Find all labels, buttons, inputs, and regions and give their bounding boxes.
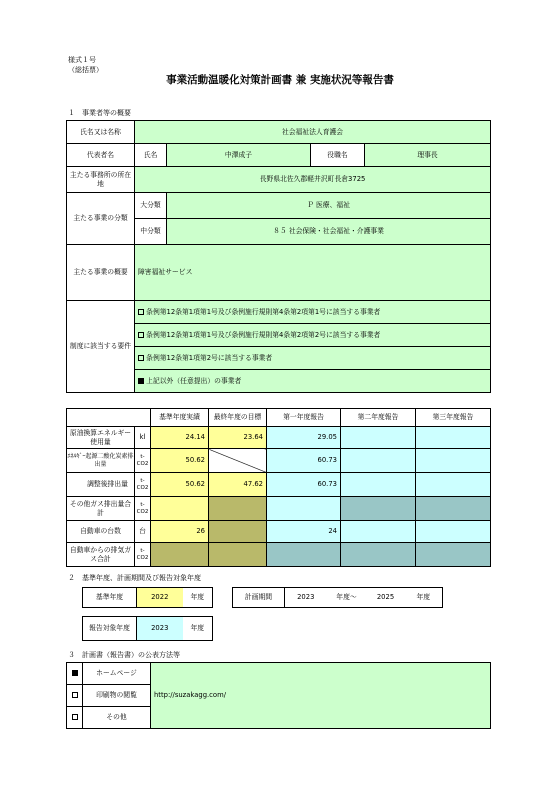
co2-target-na [209,449,267,473]
energy-target[interactable]: 23.64 [209,427,267,449]
other-gas-y1[interactable] [267,497,341,521]
requirement-item[interactable] [135,301,491,324]
other-gas-target [209,497,267,521]
vehicles-y1[interactable]: 24 [267,521,341,543]
section1-heading: １ 事業者等の概要 [68,109,131,117]
name-label: 氏名又は名称 [67,121,135,144]
checkbox-checked-icon[interactable] [138,378,144,384]
major-label: 大分類 [135,193,167,219]
adjusted-y2[interactable] [341,473,416,497]
plan-period-separator: 年度～ [327,588,367,608]
base-year-value[interactable]: 2022 [137,588,183,608]
row-label-co2: ｴﾈﾙｷﾞｰ起源二酸化炭素排出量 [67,449,135,473]
rep-name-label: 氏名 [135,144,167,167]
publication-url[interactable]: http://suzakagg.com/ [151,663,491,729]
energy-y2[interactable] [341,427,416,449]
checkbox-icon[interactable] [138,332,144,338]
vehicle-gas-y1 [267,543,341,567]
base-year-box [82,587,213,608]
co2-y2[interactable] [341,449,416,473]
other-gas-y3 [416,497,491,521]
vehicle-gas-y2 [341,543,416,567]
publication-checkbox[interactable] [67,663,83,685]
requirement-label: 制度に該当する要件 [67,301,135,393]
adjusted-y3[interactable] [416,473,491,497]
form-number: 様式１号 [68,56,96,64]
unit: t-CO2 [135,473,151,497]
office-value[interactable]: 長野県北佐久郡軽井沢町長倉3725 [135,167,491,193]
vehicle-gas-y3 [416,543,491,567]
page-title: 事業活動温暖化対策計画書 兼 実施状況等報告書 [166,74,394,86]
plan-period-label: 計画期間 [233,588,285,608]
vehicles-y3[interactable] [416,521,491,543]
vehicles-target [209,521,267,543]
row-label-other-gas: その他ガス排出量合計 [67,497,135,521]
unit: t-CO2 [135,543,151,567]
name-value[interactable]: 社会福祉法人育護会 [135,121,491,144]
col-header: 第一年度報告 [267,409,341,427]
checkbox-icon[interactable] [138,309,144,315]
form-kind: （総括票） [68,66,103,74]
profile-table [66,120,491,393]
unit: 台 [135,521,151,543]
middle-value[interactable]: ８５ 社会保険・社会福祉・介護事業 [167,219,491,245]
co2-y3[interactable] [416,449,491,473]
checkbox-icon[interactable] [138,355,144,361]
vehicles-base[interactable]: 26 [151,521,209,543]
publication-checkbox[interactable] [67,707,83,729]
overview-value[interactable]: 障害福祉サービス [135,245,491,301]
year-unit: 年度 [183,617,213,641]
publication-option-label: ホームページ [83,663,151,685]
rep-name-value[interactable]: 中澤成子 [167,144,311,167]
energy-y3[interactable] [416,427,491,449]
col-header: 基準年度実績 [151,409,209,427]
row-label-vehicles: 自動車の台数 [67,521,135,543]
checkbox-icon[interactable] [72,714,78,720]
report-year-value[interactable]: 2023 [137,617,183,641]
other-gas-base[interactable] [151,497,209,521]
row-label-vehicle-gas: 自動車からの排気ガス合計 [67,543,135,567]
middle-label: 中分類 [135,219,167,245]
report-year-box [82,616,213,641]
energy-base[interactable]: 24.14 [151,427,209,449]
row-label-adjusted: 調整後排出量 [67,473,135,497]
adjusted-base[interactable]: 50.62 [151,473,209,497]
adjusted-target[interactable]: 47.62 [209,473,267,497]
overview-label: 主たる事業の概要 [67,245,135,301]
col-header: 第三年度報告 [416,409,491,427]
vehicle-gas-target [209,543,267,567]
section3-heading: ３ 計画書（報告書）の公表方法等 [68,651,180,659]
requirement-text: 条例第12条第1項第1号及び条例施行規則第4条第2項第1号に該当する事業者 [146,307,381,316]
plan-period-to[interactable]: 2025 [367,588,405,608]
office-label: 主たる事務所の所在地 [67,167,135,193]
unit: kl [135,427,151,449]
checkbox-icon[interactable] [72,692,78,698]
rep-title-value[interactable]: 理事長 [365,144,491,167]
rep-title-label: 役職名 [311,144,365,167]
corner-cell [67,409,151,427]
requirement-item[interactable] [135,324,491,347]
co2-y1[interactable]: 60.73 [267,449,341,473]
unit: t-CO2 [135,497,151,521]
col-header: 第二年度報告 [341,409,416,427]
major-value[interactable]: Ｐ 医療、福祉 [167,193,491,219]
requirement-text: 条例第12条第1項第1号及び条例施行規則第4条第2項第2号に該当する事業者 [146,330,381,339]
co2-base[interactable]: 50.62 [151,449,209,473]
section2-heading: ２ 基準年度、計画期間及び報告対象年度 [68,574,201,582]
publication-checkbox[interactable] [67,685,83,707]
emissions-table [66,408,491,567]
requirement-item[interactable] [135,347,491,370]
requirement-text: 条例第12条第1項第2号に該当する事業者 [146,353,273,362]
year-unit: 年度 [183,588,213,608]
base-year-label: 基準年度 [83,588,137,608]
other-gas-y2 [341,497,416,521]
adjusted-y1[interactable]: 60.73 [267,473,341,497]
requirement-item[interactable] [135,370,491,393]
vehicle-gas-base [151,543,209,567]
energy-y1[interactable]: 29.05 [267,427,341,449]
vehicles-y2[interactable] [341,521,416,543]
report-year-label: 報告対象年度 [83,617,137,641]
publication-option-label: 印刷物の閲覧 [83,685,151,707]
unit: t-CO2 [135,449,151,473]
rep-label: 代表者名 [67,144,135,167]
requirement-text: 上記以外（任意提出）の事業者 [146,376,242,385]
year-unit: 年度 [405,588,443,608]
plan-period-from[interactable]: 2023 [285,588,327,608]
col-header: 最終年度の目標 [209,409,267,427]
class-label: 主たる事業の分類 [67,193,135,245]
checkbox-checked-icon[interactable] [72,670,78,676]
plan-period-box [232,587,443,608]
publication-option-label: その他 [83,707,151,729]
publication-table [66,662,491,729]
row-label-energy: 原油換算エネルギー使用量 [67,427,135,449]
